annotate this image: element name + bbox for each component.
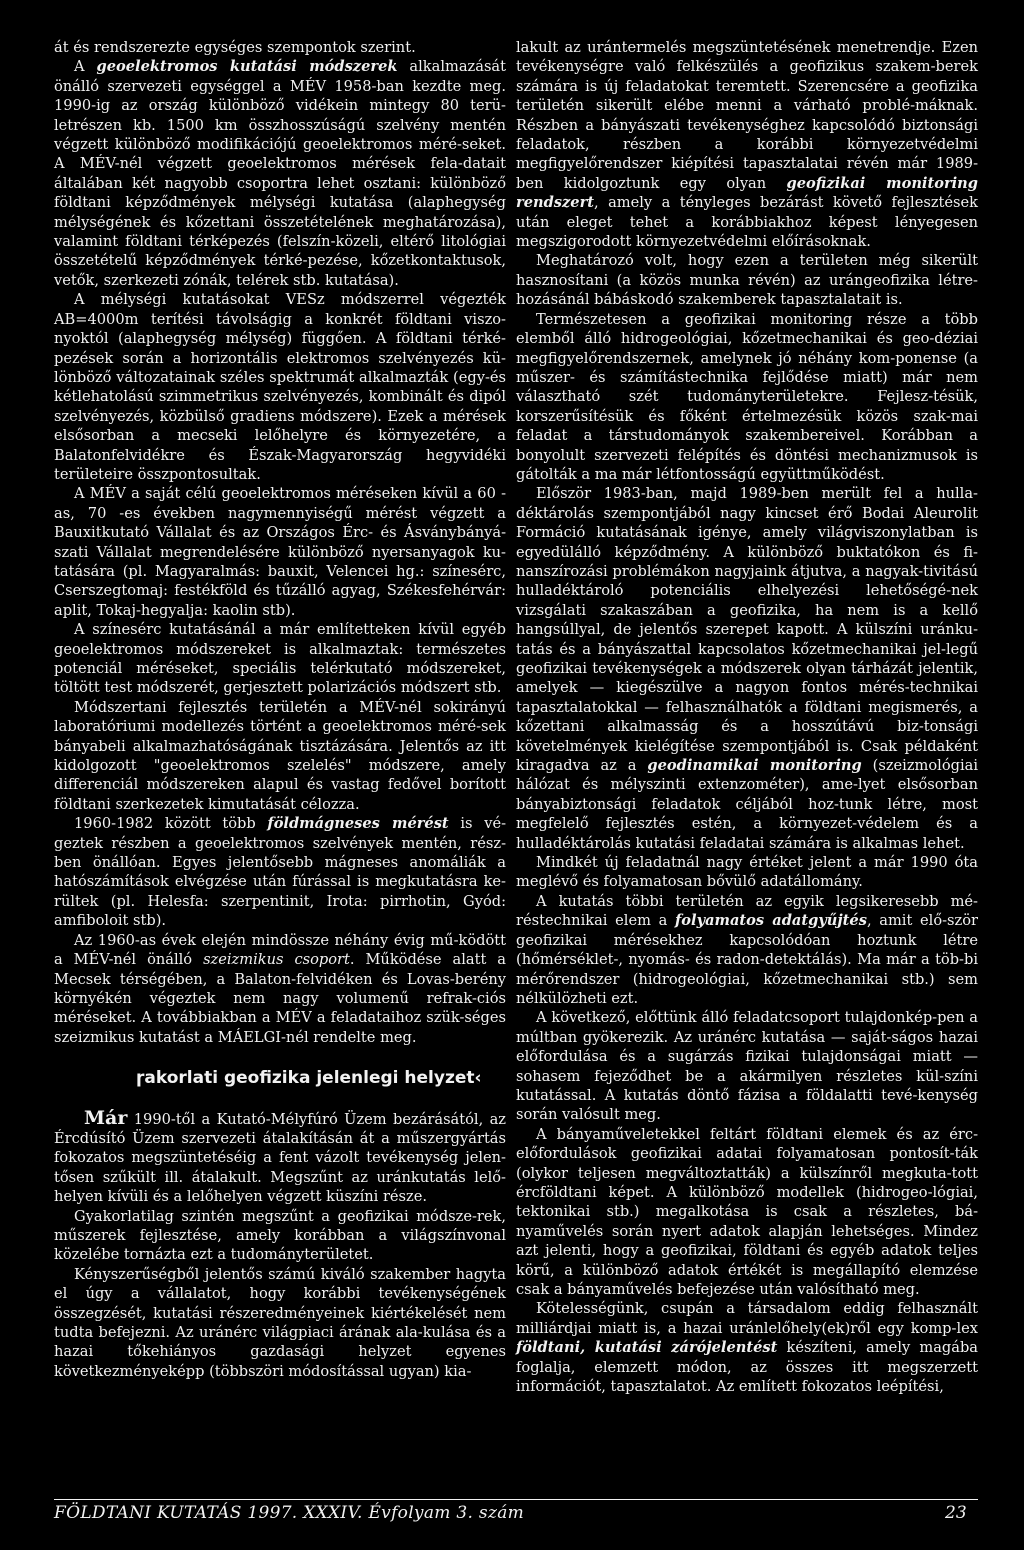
text-run: Az 1960-as évek elején mindössze néhány évig mű-ködött a MÉV-nél önálló <box>54 931 506 969</box>
paragraph <box>54 1106 506 1207</box>
text-run: lakult az urántermelés megszüntetésének menetrendje. Ezen tevékenységre való felkészülés a geofizikus szakem-berek számára is új feladatokat teremtett. Szerencsére a geofizika területén sikerült elébe menni a várható problé-máknak. Részben a bányászati tevékenységhez kapcsolódó biztonsági feladatok, részben a korábbi környezetvédelmi megfigyelőrendszer kiépítési tapasztalatai révén már 1989-ben kidolgoztunk egy olyan <box>516 39 978 192</box>
paragraph <box>516 1299 978 1396</box>
lead-word: Már <box>84 1106 128 1129</box>
paragraph: Meghatározó volt, hogy ezen a területen még sikerült hasznosítani (a közös munka révén) az urángeofizika létre-hozásánál bábáskodó szakemberek tapasztalatait is. <box>516 252 978 309</box>
paragraph: A mélységi kutatásokat VESz módszerrel végezték AB=4000m terítési távolságig a konkrét földtani viszo-nyoktól (alaphegység mélység) függően. A földtani térké-pezések során a horizontális elektromos szelvényezés kü-lönböző változatainak széles spektrumát alkalmazták (egy-és kétlehatolású szimmetrikus szelvényezés, kombinált és dipól szelvényezés, közbülső gradiens módszere). Ezek a mérések elsősorban a mecseki lelőhelyre és környezetére, a Balatonfelvidékre és Észak-Magyarország hegyvidéki területeire összpontosultak. <box>54 291 506 483</box>
paragraph <box>516 38 978 251</box>
text-run: 1990-től a Kutató-Mélyfúró Üzem bezárásától, az Ércdúsító Üzem szervezeti átalakításán át a műszergyártás fokozatos megszüntetéséig a fent vázolt tevékenység jelen-tősen szűkült ill. átalakult. Megszűnt az uránkutatás lelő-helyen kívüli és a lelőhelyen végzett küszíni része. <box>54 1110 506 1206</box>
paragraph: A bányaműveletekkel feltárt földtani elemek és az érc-előfordulások geofizikai adatai folyamatosan pontosít-ták (olykor teljesen megváltoztatták) a külszínről megkuta-tott ércföldtani képet. A különböző modellek (hidrogeo-lógiai, tektonikai stb.) megalkotása is csak a részletes, bá-nyaművelés során nyert adatok alapján lehetséges. Mindez azt jelenti, hogy a geofizikai, földtani és egyéb adatok teljes körű, a különböző adatok értékét is megállapító elemzése csak a bányaművelés befejezése után valósítható meg. <box>516 1125 978 1298</box>
text-run: . Működése alatt a Mecsek térségében, a Balaton-felvidéken és Lovas-berény környékén végeztek nem nagy volumenű refrak-ciós méréseket. A továbbiakban a MÉV a feladataihoz szük-séges szeizmikus kutatást a MÁELGI-nél rendelte meg. <box>54 951 507 1046</box>
paragraph <box>516 892 978 1008</box>
paragraph <box>54 931 506 1047</box>
emphasis: geofizikai monitoring rendszert <box>516 174 978 212</box>
emphasis: geodinamikai monitoring <box>647 757 862 775</box>
emphasis: geoelektromos kutatási módszerek <box>96 58 398 76</box>
right-column <box>516 38 978 1396</box>
emphasis: földmágneses mérést <box>267 815 449 833</box>
paragraph: A színesérc kutatásánál a már említetteken kívül egyéb geoelektromos módszereket is alkalmaztak: természetes potenciál méréseket, speciális telérkutató módszereket, töltött test módszerét, gerjesztett polarizációs módszert stb. <box>54 621 506 697</box>
text-run: (szeizmológiai hálózat és mélyszinti extenzométer), ame-lyet elsősorban bányabiztonsági feladatok céljából hoz-tunk létre, most megfelelő fejlesztés estén, a környezet-védelem és a hulladéktárolás kutatási feladatai számára is alkalmas lehet. <box>516 757 978 852</box>
text-run: is vé-geztek részben a geoelektromos szelvények mentén, rész-ben önállóan. Egyes jelentősebb mágneses anomáliák a hatószámítások elvégzése után fúrással is megkutatásra ke-rültek (pl. Helesfa: szerpentinit, Irota: pirrhotin, Gyód: amfiboloit stb). <box>54 815 507 930</box>
text-run: A <box>74 58 97 76</box>
paragraph <box>516 484 978 853</box>
text-run: Először 1983-ban, majd 1989-ben merült fel a hulla-déktárolás szempontjából nagy kincset érő Bodai Aleurolit Formáció kutatásának igénye, amely világviszonylatban is egyedülálló képződmény. A különböző buktatókon és fi-nanszírozási problémákon nagyjaink átjutva, a nagyak-tivitású hulladéktároló potenciális elhelyezési lehetőségé-nek vizsgálati szakaszában a geofizika, ha nem is a kellő hangsúllyal, de jelentős szerepet kapott. A külszíni uránku-tatás és a bányászattal kapcsolatos kőzetmechanikai jel-legű geofizikai tevékenységek a módszerek olyan tárházát jelentik, amelyek — kiegészülve a nagyon fontos mérés-technikai tapasztalatokkal — felhasználhatók a földtani megismerés, a kőzettani alkalmasság és a hosszútávú biz-tonsági követelmények kielégítése szempontjából is. Csak példaként kiragadva az a <box>516 485 978 775</box>
paragraph: Gyakorlatilag szintén megszűnt a geofizikai módsze-rek, műszerek fejlesztése, amely korábban a világszínvonal közelébe tornázta ezt a tudományterületet. <box>54 1207 506 1264</box>
text-run: készíteni, amely magába foglalja, elemzett módon, az összes itt megszerzett információt, tapasztalatot. Az említett fokozatos leépítési, <box>516 1339 978 1396</box>
section-heading: ɼakorlati geofizika jelenlegi helyzet‹ <box>136 1068 482 1089</box>
text-run: alkalmazását önálló szervezeti egységgel a MÉV 1958-ban kezdte meg. 1990-ig az ország különböző vidékein mintegy 80 terü-letrészen kb. 1500 km összhosszúságú szelvény mentén végzett különböző modifikációjú geoelektromos méré-seket. A MÉV-nél végzett geoelektromos mérések fela-datait általában két nagyobb csoportra lehet osztani: különböző földtani képződmények mélységi kutatása (alaphegység mélységének és kőzettani összetételének meghatározása), valamint földtani térképezés (felszín-közeli, eltérő litológiai összetételű képződmények térké-pezése, kőzetkontaktusok, vetők, szerkezeti zónák, telérek stb. kutatása). <box>54 58 506 289</box>
emphasis: szeizmikus csoport <box>203 951 350 969</box>
footer-rule <box>54 1499 978 1500</box>
paragraph: A MÉV a saját célú geoelektromos méréseken kívül a 60 -as, 70 -es években nagymennyiségű mérést végzett a Bauxitkutató Vállalat és az Országos Érc- és Ásványbányá-szati Vállalat megrendelésére különböző nyersanyagok ku-tatására (pl. Magyaralmás: bauxit, Velencei hg.: színesérc, Cserszegtomaj: festékföld és tűzálló agyag, Székesfehérvár: aplit, Tokaj-hegyalja: kaolin stb). <box>54 485 506 619</box>
paragraph: Módszertani fejlesztés területén a MÉV-nél sokirányú laboratóriumi modellezés történt a geoelektromos méré-sek bányabeli alkalmazhatóságának tisztázására. Jelentős az itt kidolgozott "geoelektromos szelelés" módszere, amely differenciál módszereken alapul és vastag fedővel borított földtani szerkezetek kimutatását célozza. <box>54 698 506 813</box>
emphasis: folyamatos adatgyűjtés <box>675 912 867 930</box>
paragraph: Természetesen a geofizikai monitoring része a több elemből álló hidrogeológiai, kőzetmechanikai és geo-déziai megfigyelőrendszernek, amelynek jó néhány kom-ponense (a műszer- és számítástechnika fejlődése miatt) már nem választható szét tudományterületekre. Fejlesz-tésük, korszerűsítésük és főként értelmezésük közös szak-mai feladat a társtudományok szakembereivel. Korábban a bonyolult szervezeti felépítés és döntési mechanizmusok is gátolták a ma már létfontosságú együttműködést. <box>516 310 978 483</box>
text-run: 1960-1982 között több <box>74 815 268 833</box>
journal-footer: FÖLDTANI KUTATÁS 1997. XXXIV. Évfolyam 3. szám <box>54 1503 525 1523</box>
paragraph <box>54 57 506 290</box>
paragraph: A következő, előttünk álló feladatcsoport tulajdonkép-pen a múltban gyökerezik. Az uránérc kutatása — saját-ságos hazai előfordulása és a sugárzás fizikai tulajdonságai miatt — sohasem fejeződhet be a akármilyen részletes kül-színi kutatással. A kutatás döntő fázisa a földalatti tevé-kenység során valósult meg. <box>516 1009 978 1124</box>
paragraph <box>54 814 506 930</box>
paragraph: Mindkét új feladatnál nagy értéket jelent a már 1990 óta meglévő és folyamatosan bővülő adatállomány. <box>516 854 978 891</box>
emphasis: földtani, kutatási zárójelentést <box>516 1339 778 1357</box>
text-run: Kötelességünk, csupán a társadalom eddig felhasznált milliárdjai miatt is, a hazai uránlelőhely(ek)ről egy komp-lex <box>516 1300 978 1337</box>
text-run: , amely a tényleges bezárást követő fejlesztések után eleget tehet a korábbiakhoz képest lényegesen megszigorodott környezetvédelmi előírásoknak. <box>516 194 978 251</box>
page-number: 23 <box>945 1503 967 1523</box>
text-run: , amit elő-ször geofizikai mérésekhez kapcsolódóan hoztunk létre (hőmérséklet-, nyomás- és radon-detektálás). Ma már a töb-bi mérőrendszer (hidrogeológiai, kőzetmechanikai stb.) sem nélkülözheti ezt. <box>516 912 979 1007</box>
text-run: A kutatás többi területén az egyik legsikeresebb mé-réstechnikai elem a <box>516 892 978 930</box>
paragraph: Kényszerűségből jelentős számú kiváló szakember hagyta el úgy a vállalatot, hogy korábbi tevékenységének összegzését, kutatási részeredményeinek kiértékelését nem tudta befejezni. Az uránérc világpiaci árának ala-kulása és a hazai tőkehiányos gazdasági helyzet egyenes következményeképp (többszöri módosítással ugyan) kia- <box>54 1265 506 1380</box>
left-column <box>54 38 506 1381</box>
paragraph: át és rendszerezte egységes szempontok szerint. <box>54 39 416 56</box>
